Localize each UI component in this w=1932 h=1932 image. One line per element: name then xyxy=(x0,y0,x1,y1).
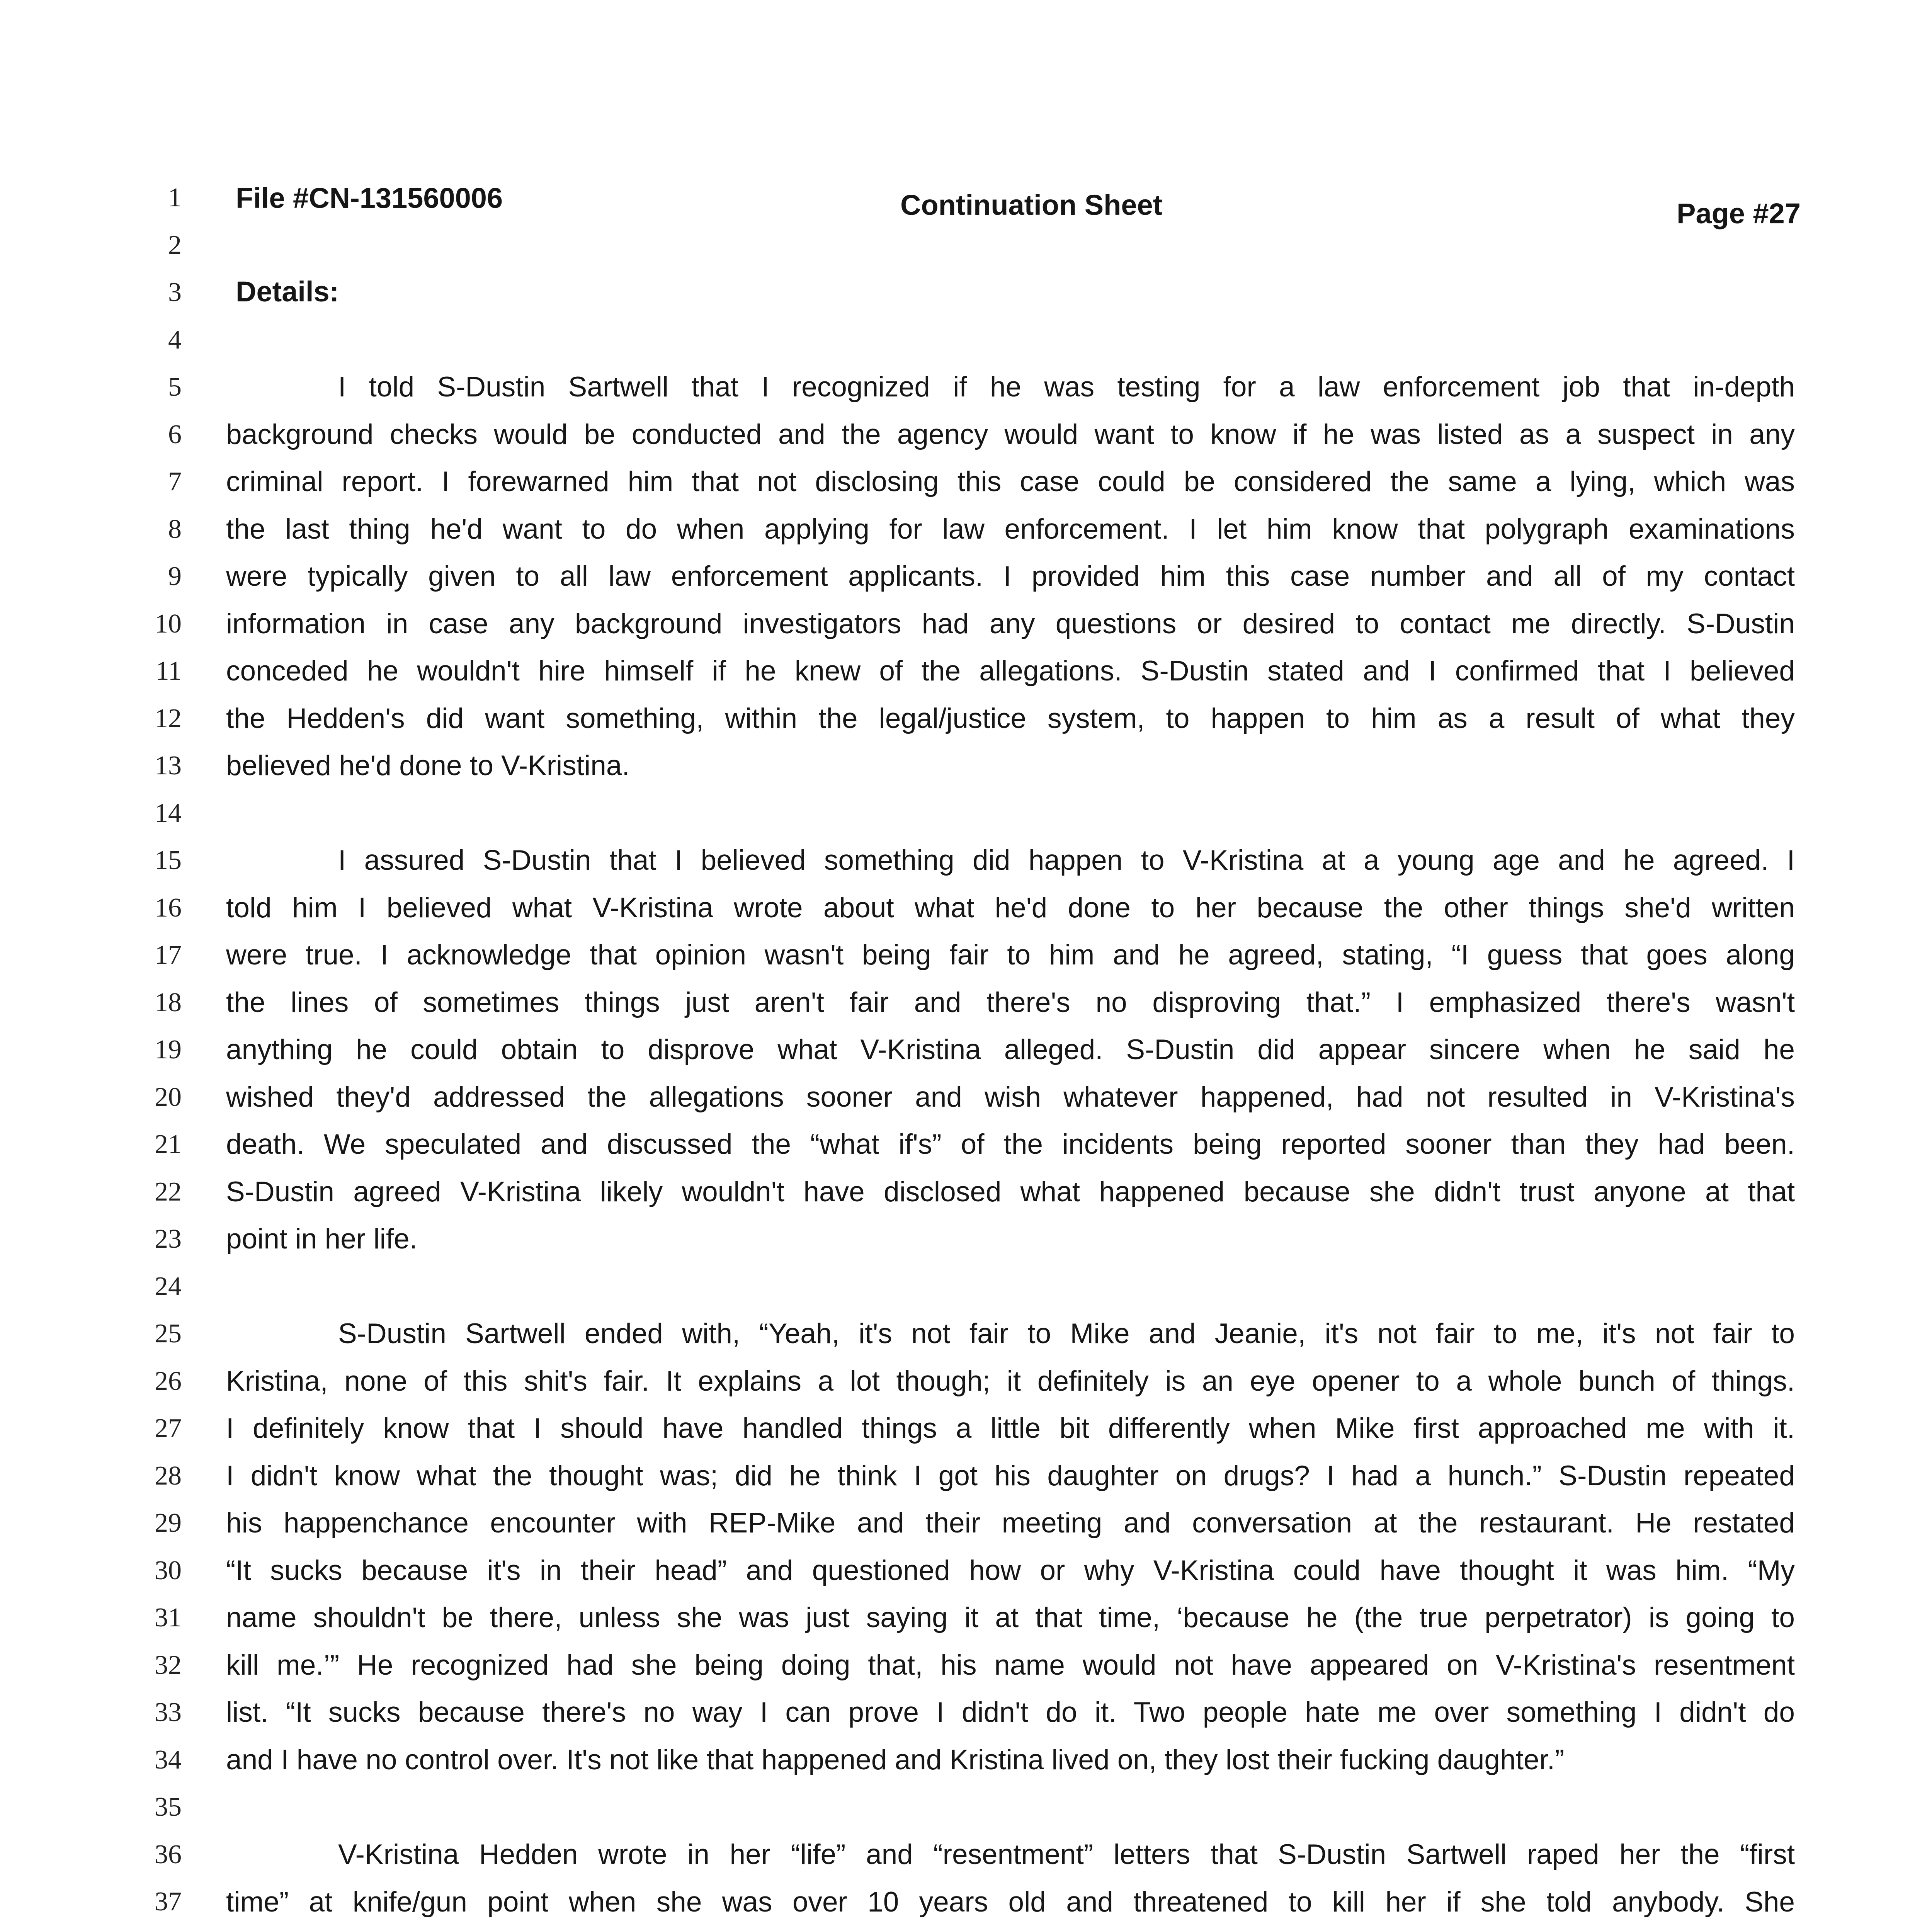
line-number: 24 xyxy=(155,1271,182,1301)
text-line: the last thing he'd want to do when applying for law enforcement. I let him know that polygraph examinations xyxy=(226,513,1795,545)
text-line: S-Dustin Sartwell ended with, “Yeah, it's not fair to Mike and Jeanie, it's not fair to me, it's not fair to xyxy=(338,1318,1795,1349)
text-line: conceded he wouldn't hire himself if he knew of the allegations. S-Dustin stated and I confirmed that I believed xyxy=(226,655,1795,687)
line-number: 21 xyxy=(155,1129,182,1159)
line-number: 23 xyxy=(155,1224,182,1254)
line-number: 10 xyxy=(155,609,182,639)
text-line: the lines of sometimes things just aren't fair and there's no disproving that.” I emphasized there's wasn't xyxy=(226,986,1795,1018)
paragraph-4 xyxy=(226,1835,1795,1932)
page-number: Page #27 xyxy=(1677,197,1801,230)
line-number: 32 xyxy=(155,1650,182,1680)
line-number xyxy=(128,1930,182,1932)
text-line: Kristina, none of this shit's fair. It explains a lot though; it definitely is an eye opener to a whole bunch of things. xyxy=(226,1365,1795,1397)
text-line: information in case any background investigators had any questions or desired to contact me directly. S-Dustin xyxy=(226,608,1795,639)
line-number: 2 xyxy=(168,230,182,260)
line-number: 15 xyxy=(155,845,182,875)
text-line: S-Dustin agreed V-Kristina likely wouldn't have disclosed what happened because she didn't trust anyone at that xyxy=(226,1176,1795,1208)
text-line: and I have no control over. It's not like that happened and Kristina lived on, they lost their fucking daughter.” xyxy=(226,1744,1565,1776)
line-number: 14 xyxy=(155,798,182,828)
line-number: 1 xyxy=(168,183,182,213)
paragraph-2 xyxy=(226,841,1795,1267)
line-number: 37 xyxy=(155,1887,182,1917)
text-line: I assured S-Dustin that I believed something did happen to V-Kristina at a young age and he agreed. I xyxy=(338,845,1795,876)
line-number: 36 xyxy=(155,1839,182,1869)
text-line: kill me.’” He recognized had she being doing that, his name would not have appeared on V-Kristina's resentment xyxy=(226,1649,1795,1681)
text-line: I told S-Dustin Sartwell that I recognized if he was testing for a law enforcement job that in-depth xyxy=(338,371,1795,403)
text-line: I definitely know that I should have handled things a little bit differently when Mike first approached me with it. xyxy=(226,1413,1795,1444)
line-number: 30 xyxy=(155,1555,182,1585)
line-number: 11 xyxy=(155,656,182,686)
line-number: 25 xyxy=(155,1319,182,1349)
section-label: Details: xyxy=(236,276,339,308)
text-line: background checks would be conducted and the agency would want to know if he was listed as a suspect in any xyxy=(226,418,1795,450)
text-line xyxy=(226,1930,1795,1932)
file-number: File #CN-131560006 xyxy=(236,182,503,214)
text-line: time” at knife/gun point when she was over 10 years old and threatened to kill her if she told anybody. She xyxy=(226,1886,1795,1918)
line-number: 9 xyxy=(168,561,182,591)
line-number: 3 xyxy=(168,277,182,307)
line-number: 31 xyxy=(155,1603,182,1633)
line-number: 12 xyxy=(155,703,182,733)
line-number: 28 xyxy=(155,1461,182,1491)
line-number: 26 xyxy=(155,1366,182,1396)
text-line: point in her life. xyxy=(226,1223,418,1255)
line-number: 20 xyxy=(155,1082,182,1112)
text-line: name shouldn't be there, unless she was just saying it at that time, ‘because he (the true perpetrator) is going to xyxy=(226,1602,1795,1633)
line-number: 8 xyxy=(168,514,182,544)
text-line: wished they'd addressed the allegations sooner and wish whatever happened, had not resulted in V-Kristina's xyxy=(226,1081,1795,1113)
text-line: were typically given to all law enforcement applicants. I provided him this case number and all of my contact xyxy=(226,561,1795,592)
line-number: 29 xyxy=(155,1508,182,1538)
line-number: 5 xyxy=(168,372,182,402)
line-number: 7 xyxy=(168,467,182,497)
text-line: list. “It sucks because there's no way I can prove I didn't do it. Two people hate me over something I didn't do xyxy=(226,1697,1795,1728)
line-number: 19 xyxy=(155,1035,182,1065)
text-line: anything he could obtain to disprove what V-Kristina alleged. S-Dustin did appear sincere when he said he xyxy=(226,1034,1795,1065)
text-line: criminal report. I forewarned him that not disclosing this case could be considered the same a lying, which was xyxy=(226,466,1795,497)
line-number: 13 xyxy=(155,751,182,781)
line-number: 18 xyxy=(155,987,182,1017)
line-number: 22 xyxy=(155,1177,182,1207)
text-line: believed he'd done to V-Kristina. xyxy=(226,750,630,781)
text-line: “It sucks because it's in their head” and questioned how or why V-Kristina could have thought it was him. “My xyxy=(226,1554,1795,1586)
line-number: 17 xyxy=(155,940,182,970)
line-number: 33 xyxy=(155,1697,182,1727)
text-line: told him I believed what V-Kristina wrote about what he'd done to her because the other things she'd written xyxy=(226,892,1795,923)
paragraph-1 xyxy=(226,368,1795,794)
text-line: were true. I acknowledge that opinion wasn't being fair to him and he agreed, stating, “I guess that goes along xyxy=(226,939,1795,971)
paragraph-3 xyxy=(226,1315,1795,1788)
line-number: 6 xyxy=(168,419,182,449)
text-line: the Hedden's did want something, within the legal/justice system, to happen to him as a result of what they xyxy=(226,702,1795,734)
text-line: his happenchance encounter with REP-Mike and their meeting and conversation at the restaurant. He restated xyxy=(226,1507,1795,1539)
sheet-title: Continuation Sheet xyxy=(900,189,1163,221)
line-number: 16 xyxy=(155,893,182,923)
line-number: 34 xyxy=(155,1745,182,1775)
text-line: V-Kristina Hedden wrote in her “life” and “resentment” letters that S-Dustin Sartwell raped her the “first xyxy=(338,1839,1795,1870)
page-header xyxy=(236,182,1801,230)
line-number: 4 xyxy=(168,325,182,355)
text-line: death. We speculated and discussed the “what if's” of the incidents being reported sooner than they had been. xyxy=(226,1129,1795,1160)
line-number-column xyxy=(128,179,182,1932)
line-number: 27 xyxy=(155,1413,182,1443)
text-line: I didn't know what the thought was; did he think I got his daughter on drugs? I had a hunch.” S-Dustin repeated xyxy=(226,1460,1795,1492)
line-number: 35 xyxy=(155,1792,182,1822)
